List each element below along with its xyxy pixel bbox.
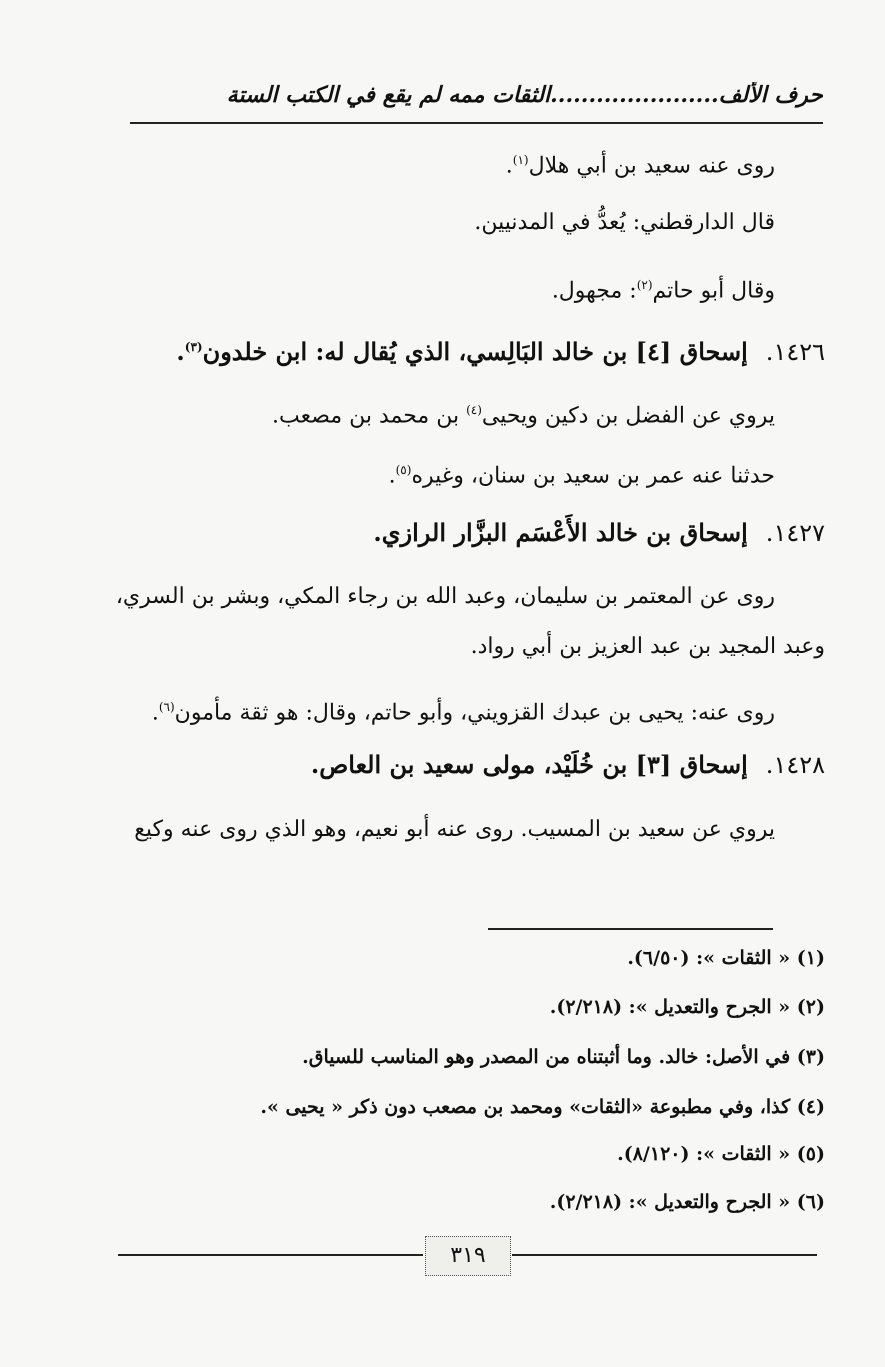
text-line: روى عن المعتمر بن سليمان، وعبد الله بن رجاء المكي، وبشر بن السري، [115, 584, 775, 609]
entry-heading-1426: ١٤٢٦.إسحاق [٤] بن خالد البَالِسي، الذي يُقال له: ابن خلدون$^{(٣)}$. [176, 337, 825, 366]
page-number: ٣١٩ [425, 1236, 511, 1276]
header-rule [130, 122, 823, 124]
footnote-separator [488, 928, 773, 930]
footnote-1: (١) « الثقات »: (٦/٥٠). [627, 947, 825, 969]
running-header-text: حرف الألف......................الثقات ممه لم يقع في الكتب الستة [226, 82, 823, 108]
footnote-2: (٢) « الجرح والتعديل »: (٢/٢١٨). [549, 996, 825, 1018]
entry-number: ١٤٢٧. [765, 519, 825, 547]
text-line: وقال أبو حاتم$^{(٢)}$: مجهول. [551, 278, 775, 304]
footnote-4: (٤) كذا، وفي مطبوعة «الثقات» ومحمد بن مصعب دون ذكر « يحيى ». [260, 1096, 825, 1118]
entry-title: إسحاق بن خالد الأَعْسَم البزَّار الرازي. [373, 518, 748, 547]
entry-heading-1428 [311, 750, 825, 780]
entry-heading-1427 [373, 518, 825, 548]
footnote-5: (٥) « الثقات »: (٨/١٢٠). [617, 1143, 825, 1165]
running-header [140, 82, 823, 108]
entry-title: إسحاق [٣] بن خُلَيْد، مولى سعيد بن العاص. [310, 750, 748, 779]
footer-rule-left [118, 1254, 423, 1256]
text-line: قال الدارقطني: يُعدُّ في المدنيين. [474, 210, 775, 235]
entry-number: ١٤٢٦. [765, 338, 825, 366]
entry-number: ١٤٢٨. [765, 751, 825, 779]
text-line: يروي عن سعيد بن المسيب. روى عنه أبو نعيم، وهو الذي روى عنه وكيع [134, 817, 775, 842]
footnote-6: (٦) « الجرح والتعديل »: (٢/٢١٨). [549, 1191, 825, 1213]
text-line: روى عنه سعيد بن أبي هلال$^{(١)}$. [505, 153, 775, 179]
text-line: حدثنا عنه عمر بن سعيد بن سنان، وغيره$^{(٥)}$. [388, 463, 775, 489]
text-line: يروي عن الفضل بن دكين ويحيى$^{(٤)}$ بن محمد بن مصعب. [272, 403, 775, 429]
footer-rule-right [512, 1254, 817, 1256]
text-line: روى عنه: يحيى بن عبدك القزويني، وأبو حاتم، وقال: هو ثقة مأمون$^{(٦)}$. [151, 700, 775, 726]
text-line: وعبد المجيد بن عبد العزيز بن أبي رواد. [470, 634, 825, 659]
entry-title: إسحاق [٤] بن خالد البَالِسي، الذي يُقال له: ابن خلدون [202, 337, 748, 366]
footnote-3: (٣) في الأصل: خالد. وما أثبتناه من المصدر وهو المناسب للسياق. [302, 1046, 825, 1068]
